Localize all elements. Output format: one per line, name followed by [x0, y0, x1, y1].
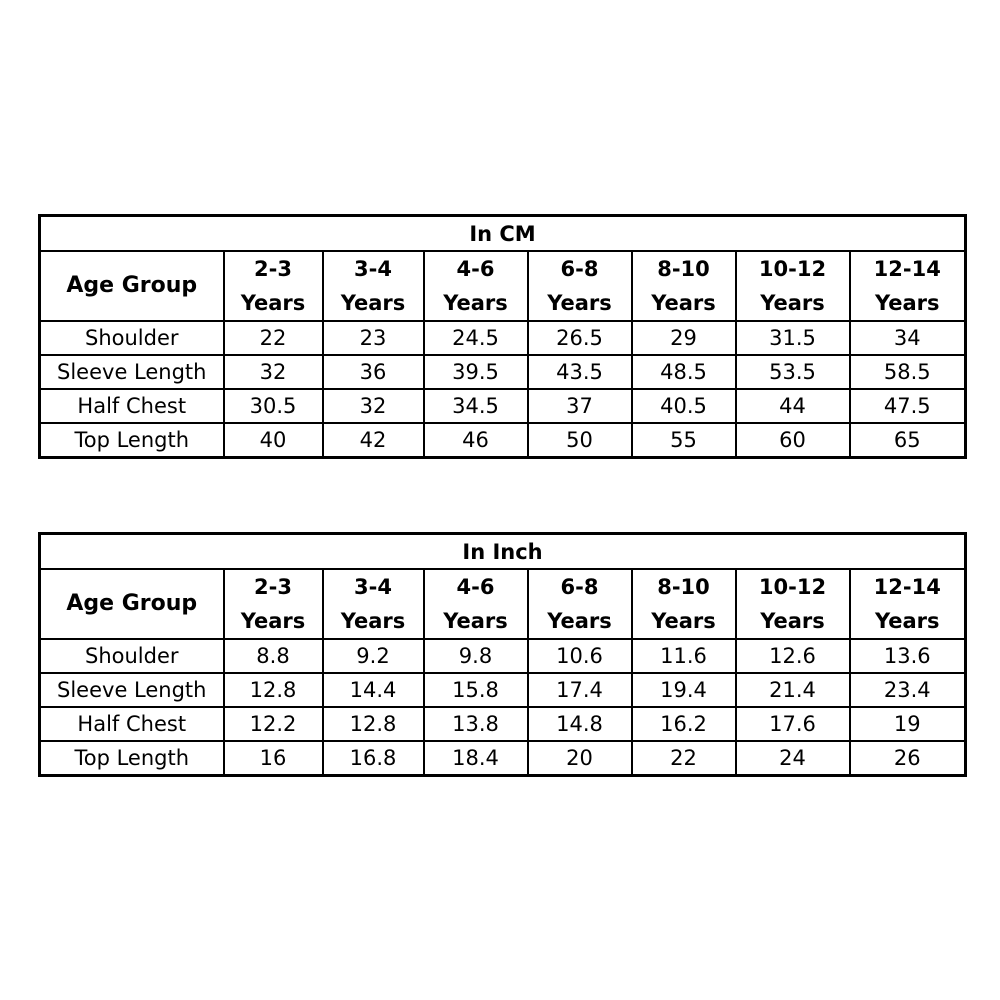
measurement-value: 12.2 [224, 707, 323, 741]
measurement-value: 13.8 [424, 707, 528, 741]
table-row [40, 321, 966, 355]
measurement-label: Top Length [40, 741, 224, 776]
measurement-value: 50 [528, 423, 632, 458]
table-title: In CM [40, 216, 966, 252]
years-label: Years [874, 291, 940, 315]
years-label: Years [547, 609, 612, 633]
age-column-header [632, 569, 736, 639]
measurement-value: 47.5 [850, 389, 966, 423]
age-range-label: 12-14 [873, 257, 941, 281]
measurement-value: 9.2 [323, 639, 424, 673]
measurement-value: 19 [850, 707, 966, 741]
age-range-label: 4-6 [456, 257, 495, 281]
age-range-label: 3-4 [354, 575, 392, 599]
years-label: Years [547, 291, 612, 315]
age-range-label: 8-10 [657, 575, 710, 599]
measurement-value: 53.5 [736, 355, 850, 389]
table-row [40, 741, 966, 776]
age-range-label: 10-12 [758, 575, 827, 599]
age-group-header: Age Group [40, 251, 224, 321]
measurement-value: 36 [323, 355, 424, 389]
age-column-header [323, 251, 424, 321]
measurement-value: 13.6 [850, 639, 966, 673]
age-range-label: 12-14 [873, 575, 941, 599]
measurement-value: 34 [850, 321, 966, 355]
measurement-label: Shoulder [40, 639, 224, 673]
age-range-label: 4-6 [456, 575, 495, 599]
measurement-value: 43.5 [528, 355, 632, 389]
measurement-value: 20 [528, 741, 632, 776]
measurement-value: 16.8 [323, 741, 424, 776]
measurement-value: 32 [323, 389, 424, 423]
measurement-value: 12.8 [224, 673, 323, 707]
measurement-value: 24 [736, 741, 850, 776]
measurement-value: 17.6 [736, 707, 850, 741]
measurement-value: 15.8 [424, 673, 528, 707]
table-row [40, 423, 966, 458]
measurement-value: 22 [632, 741, 736, 776]
age-range-label: 10-12 [758, 257, 827, 281]
age-column-header [424, 251, 528, 321]
measurement-value: 11.6 [632, 639, 736, 673]
table-title-row [40, 534, 966, 570]
table-title: In Inch [40, 534, 966, 570]
measurement-value: 34.5 [424, 389, 528, 423]
table-row [40, 389, 966, 423]
measurement-value: 16 [224, 741, 323, 776]
age-column-header [224, 569, 323, 639]
age-range-label: 2-3 [254, 575, 292, 599]
measurement-value: 8.8 [224, 639, 323, 673]
age-column-header [736, 569, 850, 639]
years-label: Years [443, 609, 508, 633]
years-label: Years [651, 609, 716, 633]
table-row [40, 673, 966, 707]
measurement-value: 30.5 [224, 389, 323, 423]
age-column-header [528, 251, 632, 321]
table-row [40, 355, 966, 389]
measurement-value: 23.4 [850, 673, 966, 707]
measurement-value: 12.8 [323, 707, 424, 741]
measurement-value: 31.5 [736, 321, 850, 355]
measurement-value: 14.8 [528, 707, 632, 741]
years-label: Years [443, 291, 508, 315]
age-range-label: 2-3 [254, 257, 292, 281]
measurement-value: 48.5 [632, 355, 736, 389]
years-label: Years [760, 291, 825, 315]
measurement-value: 17.4 [528, 673, 632, 707]
measurement-value: 19.4 [632, 673, 736, 707]
measurement-value: 37 [528, 389, 632, 423]
table-header-row [40, 569, 966, 639]
measurement-value: 23 [323, 321, 424, 355]
measurement-value: 65 [850, 423, 966, 458]
measurement-value: 14.4 [323, 673, 424, 707]
measurement-value: 10.6 [528, 639, 632, 673]
measurement-label: Half Chest [40, 707, 224, 741]
measurement-value: 9.8 [424, 639, 528, 673]
measurement-value: 58.5 [850, 355, 966, 389]
age-column-header [850, 251, 966, 321]
measurement-value: 39.5 [424, 355, 528, 389]
table-title-row [40, 216, 966, 252]
age-range-label: 6-8 [560, 257, 599, 281]
years-label: Years [651, 291, 716, 315]
measurement-label: Top Length [40, 423, 224, 458]
age-group-header: Age Group [40, 569, 224, 639]
measurement-value: 12.6 [736, 639, 850, 673]
measurement-value: 60 [736, 423, 850, 458]
measurement-value: 32 [224, 355, 323, 389]
table-row [40, 639, 966, 673]
years-label: Years [240, 609, 306, 633]
age-column-header [323, 569, 424, 639]
measurement-label: Half Chest [40, 389, 224, 423]
years-label: Years [240, 291, 306, 315]
age-column-header [224, 251, 323, 321]
age-column-header [632, 251, 736, 321]
cm-size-table [38, 214, 967, 459]
measurement-value: 29 [632, 321, 736, 355]
inch-size-table [38, 532, 967, 777]
measurement-value: 26 [850, 741, 966, 776]
measurement-value: 21.4 [736, 673, 850, 707]
table-header-row [40, 251, 966, 321]
age-range-label: 6-8 [560, 575, 599, 599]
age-column-header [528, 569, 632, 639]
years-label: Years [340, 291, 406, 315]
measurement-value: 18.4 [424, 741, 528, 776]
measurement-label: Shoulder [40, 321, 224, 355]
age-column-header [736, 251, 850, 321]
measurement-value: 55 [632, 423, 736, 458]
measurement-value: 26.5 [528, 321, 632, 355]
measurement-label: Sleeve Length [40, 355, 224, 389]
table-row [40, 707, 966, 741]
measurement-value: 40.5 [632, 389, 736, 423]
measurement-label: Sleeve Length [40, 673, 224, 707]
measurement-value: 16.2 [632, 707, 736, 741]
age-range-label: 8-10 [657, 257, 710, 281]
measurement-value: 40 [224, 423, 323, 458]
years-label: Years [340, 609, 406, 633]
age-column-header [424, 569, 528, 639]
age-range-label: 3-4 [354, 257, 392, 281]
measurement-value: 24.5 [424, 321, 528, 355]
measurement-value: 46 [424, 423, 528, 458]
measurement-value: 22 [224, 321, 323, 355]
measurement-value: 44 [736, 389, 850, 423]
years-label: Years [760, 609, 825, 633]
measurement-value: 42 [323, 423, 424, 458]
age-column-header [850, 569, 966, 639]
years-label: Years [874, 609, 940, 633]
